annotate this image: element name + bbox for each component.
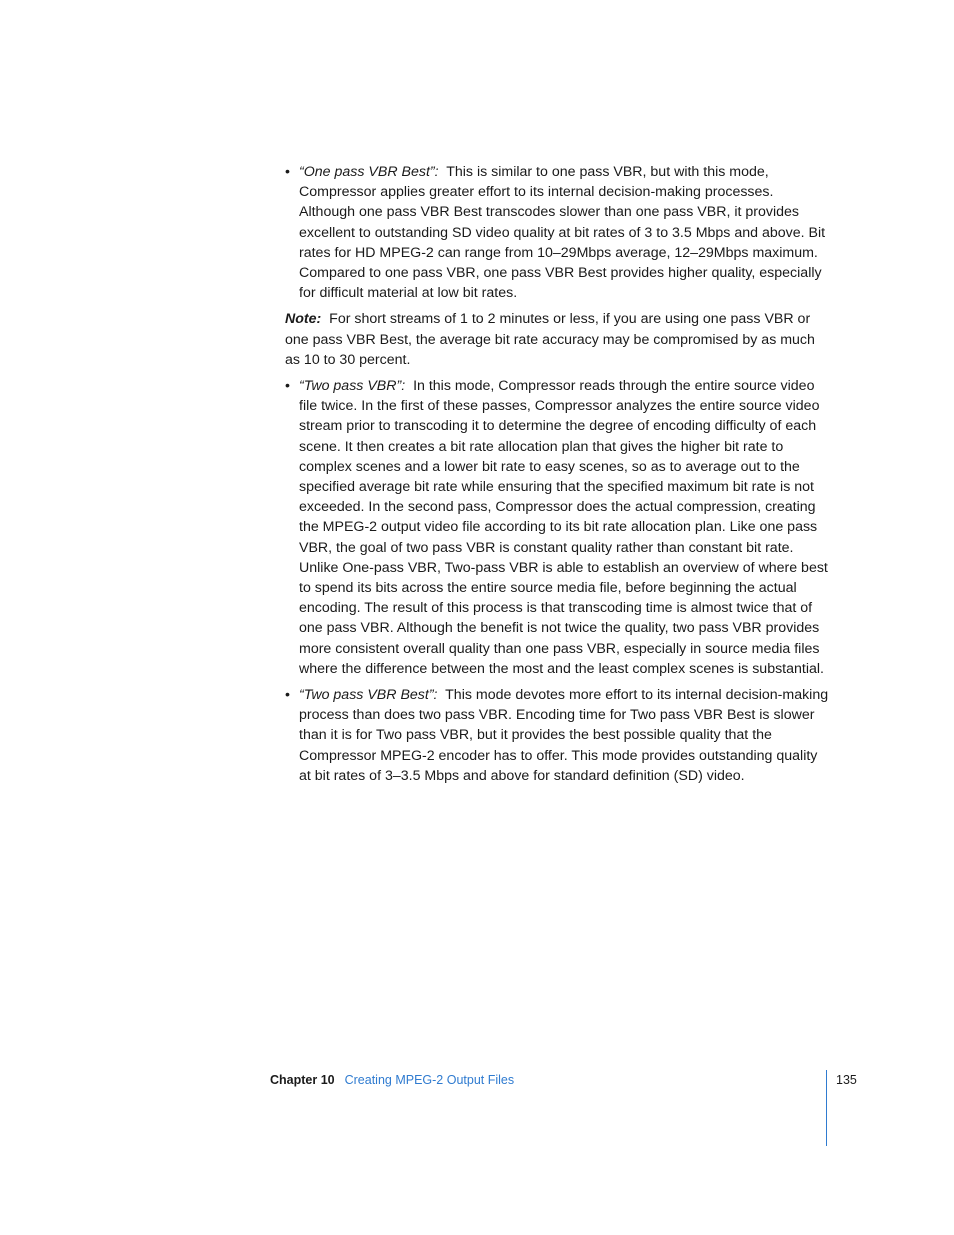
bullet-text: In this mode, Compressor reads through the entire source video file twice. In the first of these passes, Compressor analyzes the entire source video stream prior to transcoding it to determine the degree of encoding difficulty of each scene. It then creates a bit rate allocation plan that gives the higher bit rate to complex scenes and a lower bit rate to easy scenes, so as to average out to the specified average bit rate while ensuring that the specified maximum bit rate is not exceeded. In the second pass, Compressor does the actual compression, creating the MPEG-2 output video file according to its bit rate allocation plan. Like one pass VBR, the goal of two pass VBR is constant quality rather than constant bit rate. Unlike One-pass VBR, Two-pass VBR is able to establish an overview of where best to spend its bits across the entire source media file, before beginning the actual encoding. The result of this process is that transcoding time is almost twice that of one pass VBR. Although the benefit is not twice the quality, two pass VBR provides more consistent overall quality than one pass VBR, especially in source media files where the difference between the most and the least complex scenes is substantial.	[299, 378, 828, 677]
bullet-two-pass-vbr	[285, 376, 830, 679]
bullet-dot: •	[285, 687, 290, 704]
bullet-text: This is similar to one pass VBR, but with this mode, Compressor applies greater effort to its internal decision-making processes. Although one pass VBR Best transcodes slower than one pass VBR, it provides excellent to outstanding SD video quality at bit rates of 3 to 3.5 Mbps and above. Bit rates for HD MPEG-2 can range from 10–29Mbps average, 12–29Mbps maximum. Compared to one pass VBR, one pass VBR Best provides higher quality, especially for difficult material at low bit rates.	[299, 164, 826, 302]
bullet-term: “Two pass VBR Best”:	[299, 687, 438, 704]
chapter-title-link[interactable]: Creating MPEG-2 Output Files	[344, 1073, 515, 1087]
main-content	[285, 162, 830, 792]
page-footer	[270, 1071, 514, 1089]
note-label: Note:	[285, 311, 322, 328]
bullet-one-pass-vbr-best	[285, 162, 830, 303]
note-paragraph	[285, 309, 830, 370]
bullet-two-pass-vbr-best	[285, 685, 830, 786]
chapter-label: Chapter 10	[270, 1073, 335, 1087]
bullet-text: This mode devotes more effort to its internal decision-making process than does two pass VBR. Encoding time for Two pass VBR Best is slower than it is for Two pass VBR, but it provides the best possible quality that the Compressor MPEG-2 encoder has to offer. This mode provides outstanding quality at bit rates of 3–3.5 Mbps and above for standard definition (SD) video.	[299, 687, 829, 784]
bullet-term: “Two pass VBR”:	[299, 378, 406, 395]
bullet-dot: •	[285, 164, 290, 180]
bullet-term: “One pass VBR Best”:	[299, 164, 439, 180]
footer-divider	[826, 1070, 827, 1146]
bullet-dot: •	[285, 378, 290, 395]
note-text: For short streams of 1 to 2 minutes or less, if you are using one pass VBR or one pass VBR Best, the average bit rate accuracy may be compromised by as much as 10 to 30 percent.	[285, 311, 815, 368]
page-number: 135	[836, 1073, 857, 1087]
